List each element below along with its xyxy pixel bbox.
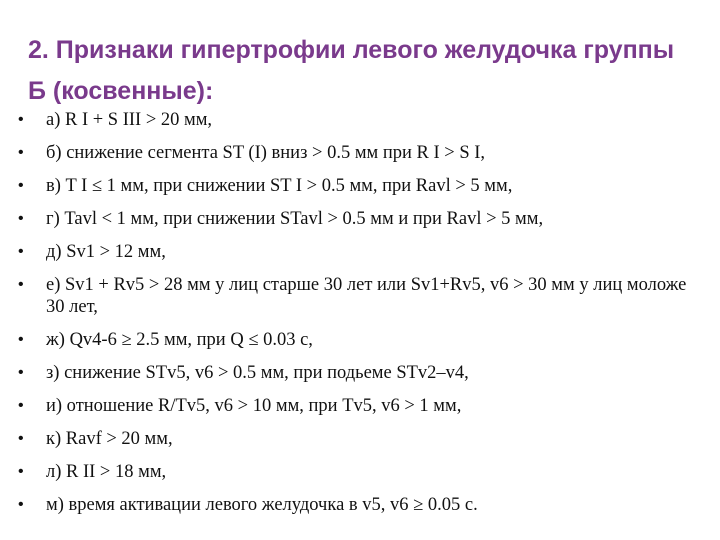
bullet-icon: •: [18, 397, 24, 414]
criteria-list: [18, 109, 708, 516]
list-item: [18, 208, 708, 230]
list-item-text: к) Ravf > 20 мм,: [46, 429, 173, 449]
bullet-icon: •: [18, 364, 24, 381]
bullet-icon: •: [18, 463, 24, 480]
list-item: [18, 241, 708, 263]
list-item-text: ж) Qv4-6 ≥ 2.5 мм, при Q ≤ 0.03 с,: [46, 330, 313, 350]
list-item: [18, 362, 708, 384]
list-item-text: б) снижение сегмента ST (I) вниз > 0.5 мм при R I > S I,: [46, 143, 486, 163]
bullet-icon: •: [18, 276, 24, 293]
bullet-icon: •: [18, 111, 24, 128]
slide-title: 2. Признаки гипертрофии левого желудочка группы Б (косвенные):: [28, 36, 675, 105]
list-item: [18, 175, 708, 197]
bullet-icon: •: [18, 243, 24, 260]
bullet-icon: •: [18, 144, 24, 161]
list-item: [18, 428, 708, 450]
list-item: [18, 329, 708, 351]
list-item-text: е) Sv1 + Rv5 > 28 мм у лиц старше 30 лет или Sv1+Rv5, v6 > 30 мм у лиц моложе 30 лет,: [46, 275, 687, 317]
bullet-icon: •: [18, 210, 24, 227]
list-item: [18, 142, 708, 164]
list-item: [18, 461, 708, 483]
list-item-text: и) отношение R/Tv5, v6 > 10 мм, при Tv5, v6 > 1 мм,: [46, 396, 462, 416]
bullet-icon: •: [18, 177, 24, 194]
list-item: [18, 274, 708, 318]
list-item-text: м) время активации левого желудочка в v5, v6 ≥ 0.05 с.: [46, 495, 478, 515]
list-item: [18, 109, 708, 131]
list-item-text: з) снижение STv5, v6 > 0.5 мм, при подьеме STv2–v4,: [46, 363, 469, 383]
list-item-text: в) T I ≤ 1 мм, при снижении ST I > 0.5 мм, при Ravl > 5 мм,: [46, 176, 513, 196]
list-item-text: д) Sv1 > 12 мм,: [46, 242, 166, 262]
bullet-icon: •: [18, 430, 24, 447]
bullet-icon: •: [18, 331, 24, 348]
list-item-text: г) Tavl < 1 мм, при снижении STavl > 0.5 мм и при Ravl > 5 мм,: [46, 209, 544, 229]
list-item: [18, 494, 708, 516]
list-item: [18, 395, 708, 417]
bullet-icon: •: [18, 496, 24, 513]
list-item-text: а) R I + S III > 20 мм,: [46, 110, 213, 130]
list-item-text: л) R II > 18 мм,: [46, 462, 167, 482]
